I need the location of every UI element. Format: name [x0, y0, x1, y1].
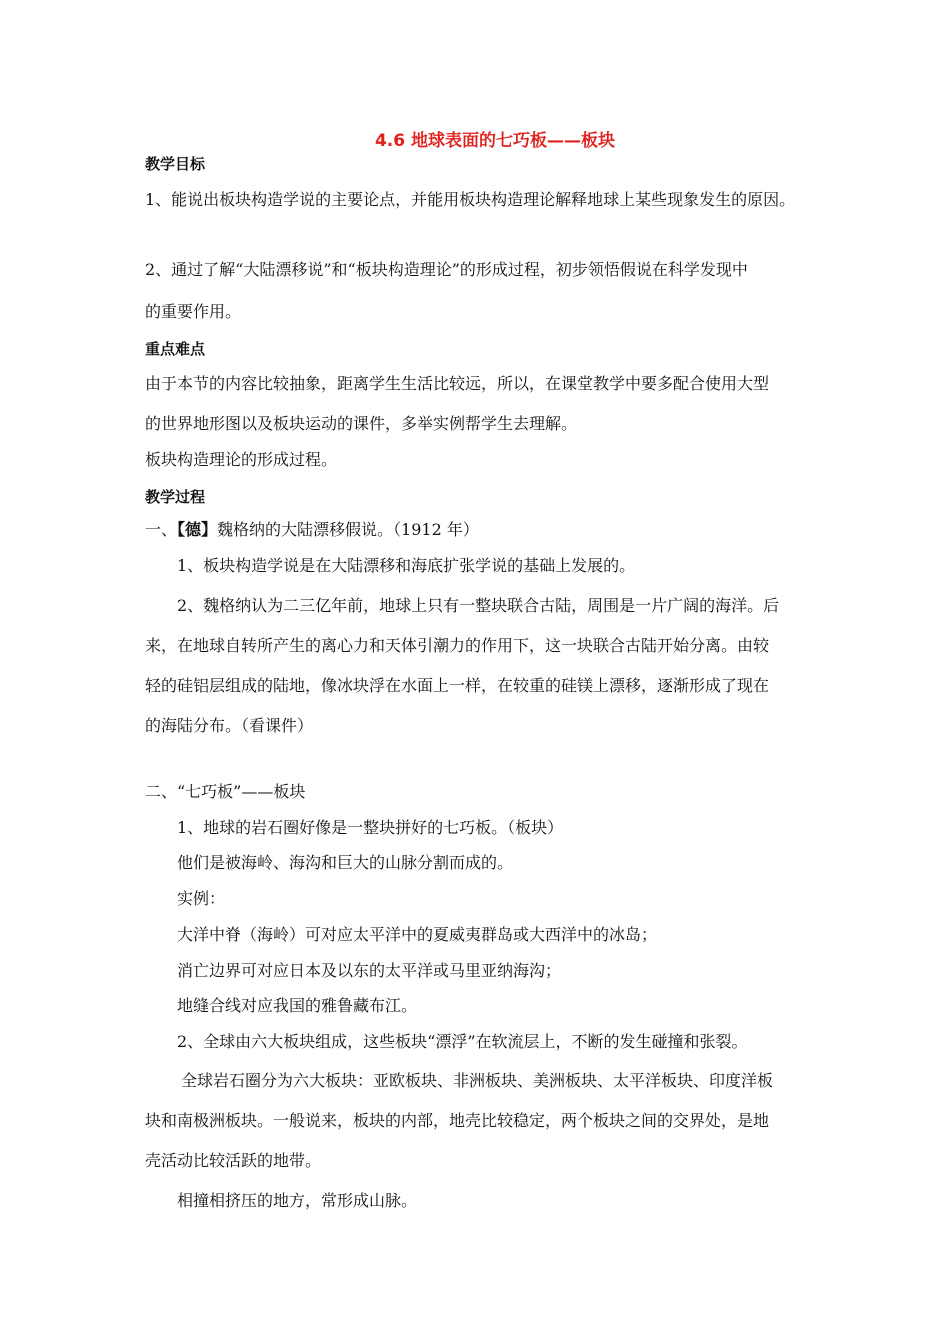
part-1-paragraph-2-line-3: 轻的硅铝层组成的陆地，像冰块浮在水面上一样，在较重的硅镁上漂移，逐渐形成了现在 [145, 676, 770, 695]
part-2-paragraph-8-line-2: 块和南极洲板块。一般说来，板块的内部，地壳比较稳定，两个板块之间的交界处，是地 [145, 1111, 770, 1130]
part-2-paragraph-1: 1、地球的岩石圈好像是一整块拼好的七巧板。（板块） [177, 818, 564, 837]
part-1-prefix: 一、 [145, 520, 178, 539]
part-2-paragraph-8-line-1: 全球岩石圈分为六大板块：亚欧板块、非洲板块、美洲板块、太平洋板块、印度洋板 [181, 1071, 774, 1090]
key-points-line-1: 由于本节的内容比较抽象，距离学生生活比较远，所以，在课堂教学中要多配合使用大型 [145, 374, 770, 393]
part-2-paragraph-3: 实例： [177, 889, 226, 908]
heading-teaching-process: 教学过程 [145, 488, 206, 506]
heading-key-points: 重点难点 [145, 340, 206, 358]
part-1-bold-label: 【德】 [177, 520, 218, 539]
key-points-line-3: 板块构造理论的形成过程。 [145, 450, 338, 469]
part-1-heading [145, 520, 479, 540]
heading-teaching-goals: 教学目标 [145, 155, 206, 173]
key-points-line-2: 的世界地形图以及板块运动的课件，多举实例帮学生去理解。 [145, 414, 578, 433]
goal-item-1: 1、能说出板块构造学说的主要论点，并能用板块构造理论解释地球上某些现象发生的原因。 [145, 190, 796, 209]
part-1-paragraph-1: 1、板块构造学说是在大陆漂移和海底扩张学说的基础上发展的。 [177, 556, 636, 575]
part-2-paragraph-5: 消亡边界可对应日本及以东的太平洋或马里亚纳海沟； [177, 961, 562, 980]
goal-item-2-line-1: 2、通过了解“大陆漂移说”和“板块构造理论”的形成过程，初步领悟假说在科学发现中 [145, 260, 748, 279]
part-2-paragraph-8-line-3: 壳活动比较活跃的地带。 [145, 1151, 322, 1170]
part-1-paragraph-2-line-4: 的海陆分布。（看课件） [145, 716, 314, 735]
part-2-paragraph-9: 相撞相挤压的地方，常形成山脉。 [177, 1191, 418, 1210]
part-2-heading: 二、“七巧板”——板块 [145, 782, 306, 801]
part-1-paragraph-2-line-1: 2、魏格纳认为二三亿年前，地球上只有一整块联合古陆，周围是一片广阔的海洋。后 [177, 596, 780, 615]
part-2-paragraph-2: 他们是被海岭、海沟和巨大的山脉分割而成的。 [177, 853, 514, 872]
part-2-paragraph-4: 大洋中脊（海岭）可对应太平洋中的夏威夷群岛或大西洋中的冰岛； [177, 925, 658, 944]
document-title: 4.6 地球表面的七巧板——板块 [374, 131, 616, 151]
part-2-paragraph-7: 2、全球由六大板块组成，这些板块“漂浮”在软流层上，不断的发生碰撞和张裂。 [177, 1032, 748, 1051]
part-1-rest: 魏格纳的大陆漂移假说。（1912 年） [217, 520, 479, 539]
part-1-paragraph-2-line-2: 来，在地球自转所产生的离心力和天体引潮力的作用下，这一块联合古陆开始分离。由较 [145, 636, 770, 655]
part-2-paragraph-6: 地缝合线对应我国的雅鲁藏布江。 [177, 996, 418, 1015]
goal-item-2-line-2: 的重要作用。 [145, 302, 242, 321]
